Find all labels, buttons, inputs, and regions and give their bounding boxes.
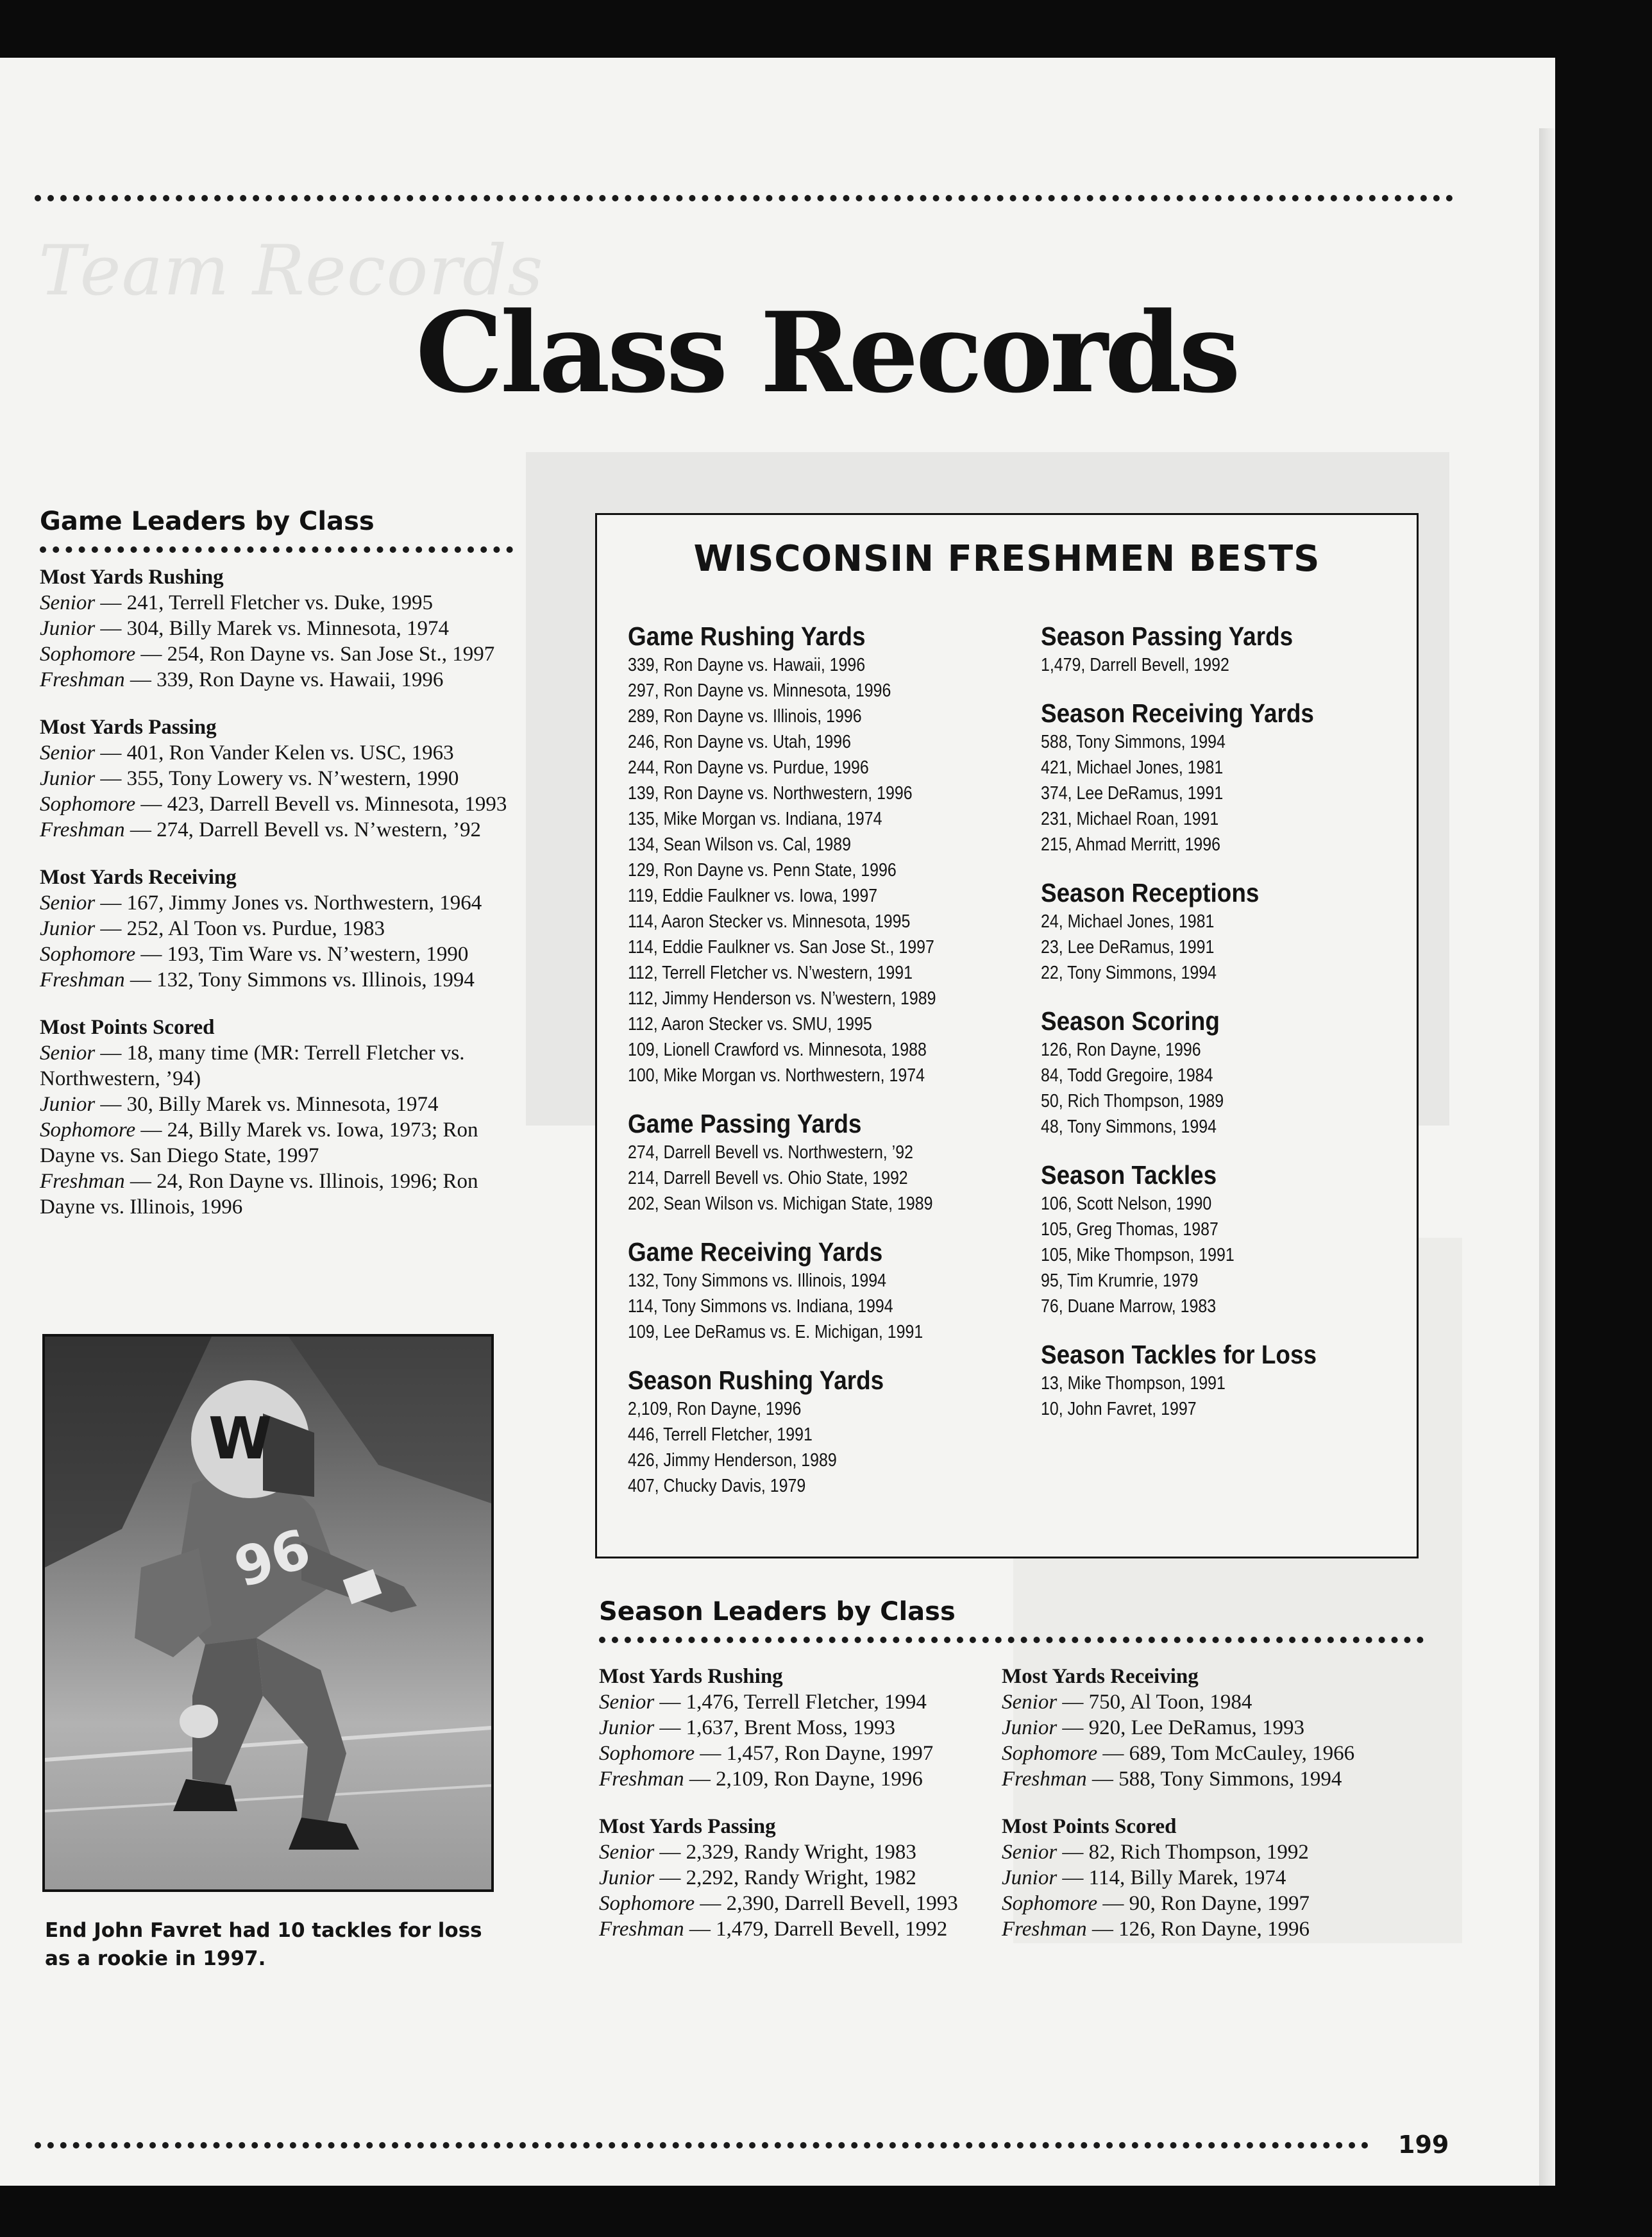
freshmen-best-group [1041, 620, 1400, 678]
freshmen-best-entry: 129, Ron Dayne vs. Penn State, 1996 [628, 860, 897, 881]
leader-group [599, 1664, 984, 1792]
leader-row [40, 817, 527, 843]
class-label: Freshman [40, 668, 125, 691]
freshmen-best-entry: 231, Michael Roan, 1991 [1041, 809, 1219, 829]
freshmen-best-entry: 2,109, Ron Dayne, 1996 [628, 1399, 802, 1419]
freshmen-best-group [628, 620, 1013, 1088]
class-label: Sophomore [40, 793, 136, 816]
photo-caption: End John Favret had 10 tackles for loss as a rookie in 1997. [45, 1919, 482, 1970]
freshmen-best-entry: 126, Ron Dayne, 1996 [1041, 1040, 1201, 1060]
freshmen-best-entry: 246, Ron Dayne vs. Utah, 1996 [628, 732, 851, 752]
freshmen-best-group [628, 1236, 1013, 1345]
page-title: Class Records [416, 287, 1238, 418]
page [0, 58, 1555, 2186]
leader-row [599, 1916, 984, 1942]
leader-row [40, 667, 527, 693]
leader-group [1002, 1814, 1412, 1942]
freshmen-best-entry: 84, Todd Gregoire, 1984 [1041, 1065, 1213, 1086]
record-text: — 1,457, Ron Dayne, 1997 [695, 1742, 934, 1765]
class-label: Freshman [40, 1170, 125, 1193]
freshmen-best-entry: 407, Chucky Davis, 1979 [628, 1476, 806, 1496]
record-text: — 339, Ron Dayne vs. Hawaii, 1996 [124, 668, 444, 691]
leader-group [599, 1814, 984, 1942]
record-text: — 2,292, Randy Wright, 1982 [654, 1866, 916, 1889]
leader-row [1002, 1689, 1412, 1715]
leader-row [40, 967, 527, 993]
freshmen-best-category: Game Passing Yards [628, 1109, 862, 1138]
leader-row [40, 1117, 527, 1169]
freshmen-best-entry: 114, Aaron Stecker vs. Minnesota, 1995 [628, 911, 911, 932]
freshmen-best-entry: 134, Sean Wilson vs. Cal, 1989 [628, 834, 851, 855]
record-text: — 2,109, Ron Dayne, 1996 [684, 1768, 923, 1791]
record-text: — 114, Billy Marek, 1974 [1057, 1866, 1286, 1889]
record-text: — 18, many time (MR: Terrell Fletcher vs. Northwestern, ’94) [40, 1042, 465, 1090]
record-text: — 24, Billy Marek vs. Iowa, 1973; Ron Dayne vs. San Diego State, 1997 [40, 1118, 478, 1167]
record-text: — 193, Tim Ware vs. N’western, 1990 [135, 943, 469, 966]
class-label: Senior [599, 1841, 655, 1864]
freshmen-bests-box [595, 513, 1419, 1558]
leader-row [1002, 1839, 1412, 1865]
class-label: Senior [40, 741, 96, 764]
freshmen-best-entry: 339, Ron Dayne vs. Hawaii, 1996 [628, 655, 866, 675]
freshmen-best-category: Season Passing Yards [1041, 621, 1294, 651]
leader-group-title: Most Points Scored [40, 1016, 215, 1039]
class-label: Junior [40, 617, 96, 640]
freshmen-best-entry: 202, Sean Wilson vs. Michigan State, 1989 [628, 1194, 933, 1214]
freshmen-best-entry: 106, Scott Nelson, 1990 [1041, 1194, 1212, 1214]
class-label: Freshman [1002, 1768, 1087, 1791]
freshmen-best-group [1041, 1005, 1400, 1140]
leader-row [40, 1040, 527, 1092]
leader-row [40, 941, 527, 967]
leader-row [1002, 1715, 1412, 1741]
freshmen-best-entry: 588, Tony Simmons, 1994 [1041, 732, 1226, 752]
class-label: Senior [1002, 1691, 1058, 1714]
freshmen-best-entry: 112, Jimmy Henderson vs. N’western, 1989 [628, 988, 936, 1009]
freshmen-best-entry: 24, Michael Jones, 1981 [1041, 911, 1215, 932]
record-text: — 254, Ron Dayne vs. San Jose St., 1997 [135, 643, 495, 666]
freshmen-best-entry: 132, Tony Simmons vs. Illinois, 1994 [628, 1270, 886, 1291]
record-text: — 401, Ron Vander Kelen vs. USC, 1963 [95, 741, 454, 764]
class-label: Freshman [40, 818, 125, 841]
record-text: — 689, Tom McCauley, 1966 [1097, 1742, 1355, 1765]
leader-row [40, 916, 527, 941]
freshmen-best-category: Season Tackles for Loss [1041, 1340, 1317, 1369]
class-label: Senior [40, 591, 96, 614]
freshmen-best-entry: 100, Mike Morgan vs. Northwestern, 1974 [628, 1065, 925, 1086]
class-label: Sophomore [40, 1118, 136, 1142]
record-text: — 167, Jimmy Jones vs. Northwestern, 1964 [95, 891, 482, 915]
season-leaders-right-column [1002, 1664, 1412, 1964]
record-text: — 1,476, Terrell Fletcher, 1994 [654, 1691, 927, 1714]
record-text: — 126, Ron Dayne, 1996 [1086, 1918, 1310, 1941]
freshmen-best-entry: 10, John Favret, 1997 [1041, 1399, 1197, 1419]
freshmen-best-entry: 109, Lee DeRamus vs. E. Michigan, 1991 [628, 1322, 923, 1342]
leader-row [599, 1715, 984, 1741]
freshmen-best-entry: 50, Rich Thompson, 1989 [1041, 1091, 1224, 1111]
freshmen-best-entry: 426, Jimmy Henderson, 1989 [628, 1450, 837, 1471]
leader-row [40, 616, 527, 641]
record-text: — 750, Al Toon, 1984 [1057, 1691, 1252, 1714]
freshmen-best-entry: 139, Ron Dayne vs. Northwestern, 1996 [628, 783, 913, 804]
freshmen-best-entry: 119, Eddie Faulkner vs. Iowa, 1997 [628, 886, 878, 906]
record-text: — 2,390, Darrell Bevell, 1993 [695, 1892, 958, 1915]
ghost-section-title: Team Records [38, 231, 544, 311]
leader-row [40, 766, 527, 791]
leader-group [40, 865, 527, 993]
freshmen-best-entry: 48, Tony Simmons, 1994 [1041, 1117, 1217, 1137]
leader-row [1002, 1916, 1412, 1942]
class-label: Junior [599, 1716, 655, 1739]
freshmen-best-entry: 114, Eddie Faulkner vs. San Jose St., 1997 [628, 937, 934, 958]
helmet-letter: W [208, 1405, 273, 1473]
freshmen-best-group [628, 1108, 1013, 1217]
freshmen-best-entry: 289, Ron Dayne vs. Illinois, 1996 [628, 706, 862, 727]
record-text: — 82, Rich Thompson, 1992 [1057, 1841, 1309, 1864]
record-text: — 588, Tony Simmons, 1994 [1086, 1768, 1342, 1791]
freshmen-best-entry: 23, Lee DeRamus, 1991 [1041, 937, 1215, 958]
leader-row [40, 740, 527, 766]
freshmen-best-entry: 95, Tim Krumrie, 1979 [1041, 1270, 1199, 1291]
class-label: Junior [40, 917, 96, 940]
freshmen-best-entry: 112, Terrell Fletcher vs. N’western, 1991 [628, 963, 913, 983]
leader-row [599, 1891, 984, 1916]
leader-group-title: Most Yards Rushing [599, 1665, 783, 1688]
record-text: — 920, Lee DeRamus, 1993 [1057, 1716, 1305, 1739]
game-leaders-heading: Game Leaders by Class [40, 507, 375, 536]
leader-row [1002, 1766, 1412, 1792]
leader-row [1002, 1741, 1412, 1766]
freshmen-best-entry: 244, Ron Dayne vs. Purdue, 1996 [628, 757, 869, 778]
leader-group [40, 714, 527, 843]
football-player-image [45, 1337, 491, 1889]
class-label: Senior [40, 1042, 96, 1065]
class-label: Sophomore [1002, 1892, 1098, 1915]
top-dotted-rule [35, 195, 1453, 201]
class-label: Junior [40, 767, 96, 790]
footer-dotted-rule [35, 2142, 1369, 2148]
class-label: Freshman [40, 968, 125, 992]
season-leaders-rule [599, 1637, 1424, 1643]
freshmen-best-category: Season Rushing Yards [628, 1365, 884, 1395]
leader-group-title: Most Yards Receiving [40, 866, 237, 889]
freshmen-best-category: Game Receiving Yards [628, 1237, 883, 1267]
leader-row [1002, 1865, 1412, 1891]
freshmen-best-entry: 215, Ahmad Merritt, 1996 [1041, 834, 1221, 855]
freshmen-best-entry: 274, Darrell Bevell vs. Northwestern, ’92 [628, 1142, 913, 1163]
leader-group-title: Most Yards Passing [599, 1815, 776, 1838]
class-label: Sophomore [40, 943, 136, 966]
class-label: Sophomore [40, 643, 136, 666]
freshmen-best-entry: 214, Darrell Bevell vs. Ohio State, 1992 [628, 1168, 908, 1188]
leader-group [1002, 1664, 1412, 1792]
record-text: — 2,329, Randy Wright, 1983 [654, 1841, 916, 1864]
freshmen-best-group [628, 1364, 1013, 1499]
leader-group-title: Most Points Scored [1002, 1815, 1177, 1838]
freshmen-best-group [1041, 877, 1400, 986]
record-text: — 274, Darrell Bevell vs. N’western, ’92 [124, 818, 481, 841]
leader-row [1002, 1891, 1412, 1916]
leader-group [40, 564, 527, 693]
freshmen-best-entry: 1,479, Darrell Bevell, 1992 [1041, 655, 1229, 675]
freshmen-bests-title: WISCONSIN FRESHMEN BESTS [693, 538, 1320, 580]
freshmen-best-category: Season Scoring [1041, 1006, 1220, 1036]
record-text: — 132, Tony Simmons vs. Illinois, 1994 [124, 968, 475, 992]
class-label: Junior [1002, 1716, 1058, 1739]
record-text: — 30, Billy Marek vs. Minnesota, 1974 [95, 1093, 439, 1116]
record-text: — 355, Tony Lowery vs. N’western, 1990 [95, 767, 459, 790]
leader-group-title: Most Yards Passing [40, 716, 217, 739]
leader-row [40, 791, 527, 817]
class-label: Freshman [1002, 1918, 1087, 1941]
freshmen-best-entry: 297, Ron Dayne vs. Minnesota, 1996 [628, 680, 891, 701]
leader-row [40, 1169, 527, 1220]
class-label: Senior [1002, 1841, 1058, 1864]
game-leaders-list [40, 564, 527, 1242]
class-label: Junior [1002, 1866, 1058, 1889]
leader-row [599, 1865, 984, 1891]
freshmen-best-entry: 374, Lee DeRamus, 1991 [1041, 783, 1224, 804]
freshmen-best-category: Game Rushing Yards [628, 621, 866, 651]
leader-group-title: Most Yards Rushing [40, 566, 224, 589]
leader-row [599, 1766, 984, 1792]
record-text: — 241, Terrell Fletcher vs. Duke, 1995 [95, 591, 433, 614]
freshmen-best-category: Season Receiving Yards [1041, 698, 1314, 728]
freshmen-best-category: Season Tackles [1041, 1160, 1217, 1190]
leader-row [40, 890, 527, 916]
record-text: — 252, Al Toon vs. Purdue, 1983 [95, 917, 385, 940]
freshmen-best-entry: 421, Michael Jones, 1981 [1041, 757, 1224, 778]
jersey-number: 96 [227, 1517, 318, 1600]
season-leaders-left-column [599, 1664, 984, 1964]
leader-row [40, 1092, 527, 1117]
leader-row [599, 1689, 984, 1715]
freshmen-best-entry: 112, Aaron Stecker vs. SMU, 1995 [628, 1014, 872, 1034]
freshmen-best-entry: 135, Mike Morgan vs. Indiana, 1974 [628, 809, 882, 829]
leader-group-title: Most Yards Receiving [1002, 1665, 1199, 1688]
record-text: — 1,479, Darrell Bevell, 1992 [684, 1918, 948, 1941]
freshmen-best-entry: 446, Terrell Fletcher, 1991 [628, 1424, 813, 1445]
class-label: Sophomore [599, 1742, 695, 1765]
record-text: — 423, Darrell Bevell vs. Minnesota, 1993 [135, 793, 507, 816]
leader-row [599, 1741, 984, 1766]
freshmen-best-entry: 76, Duane Marrow, 1983 [1041, 1296, 1217, 1317]
freshmen-best-entry: 13, Mike Thompson, 1991 [1041, 1373, 1226, 1394]
class-label: Junior [40, 1093, 96, 1116]
page-edge [1539, 128, 1555, 2186]
season-leaders-heading: Season Leaders by Class [599, 1597, 956, 1626]
freshmen-bests-right-column [1041, 620, 1400, 1441]
class-label: Freshman [599, 1768, 684, 1791]
freshmen-best-group [1041, 1338, 1400, 1422]
leader-row [40, 590, 527, 616]
freshmen-bests-left-column [628, 620, 1013, 1518]
freshmen-best-entry: 105, Greg Thomas, 1987 [1041, 1219, 1218, 1240]
leader-row [599, 1839, 984, 1865]
class-label: Senior [599, 1691, 655, 1714]
freshmen-best-entry: 114, Tony Simmons vs. Indiana, 1994 [628, 1296, 893, 1317]
freshmen-best-group [1041, 697, 1400, 857]
record-text: — 1,637, Brent Moss, 1993 [654, 1716, 896, 1739]
class-label: Senior [40, 891, 96, 915]
class-label: Freshman [599, 1918, 684, 1941]
record-text: — 24, Ron Dayne vs. Illinois, 1996; Ron Dayne vs. Illinois, 1996 [40, 1170, 478, 1219]
class-label: Sophomore [1002, 1742, 1098, 1765]
freshmen-best-entry: 109, Lionell Crawford vs. Minnesota, 1988 [628, 1040, 927, 1060]
freshmen-best-entry: 105, Mike Thompson, 1991 [1041, 1245, 1235, 1265]
page-number: 199 [1398, 2131, 1449, 2159]
class-label: Junior [599, 1866, 655, 1889]
record-text: — 90, Ron Dayne, 1997 [1097, 1892, 1310, 1915]
freshmen-best-category: Season Receptions [1041, 878, 1260, 907]
game-leaders-rule [40, 546, 513, 553]
class-label: Sophomore [599, 1892, 695, 1915]
leader-group [40, 1015, 527, 1220]
freshmen-best-group [1041, 1159, 1400, 1319]
leader-row [40, 641, 527, 667]
freshmen-best-entry: 22, Tony Simmons, 1994 [1041, 963, 1217, 983]
player-photo [42, 1334, 494, 1892]
record-text: — 304, Billy Marek vs. Minnesota, 1974 [95, 617, 449, 640]
